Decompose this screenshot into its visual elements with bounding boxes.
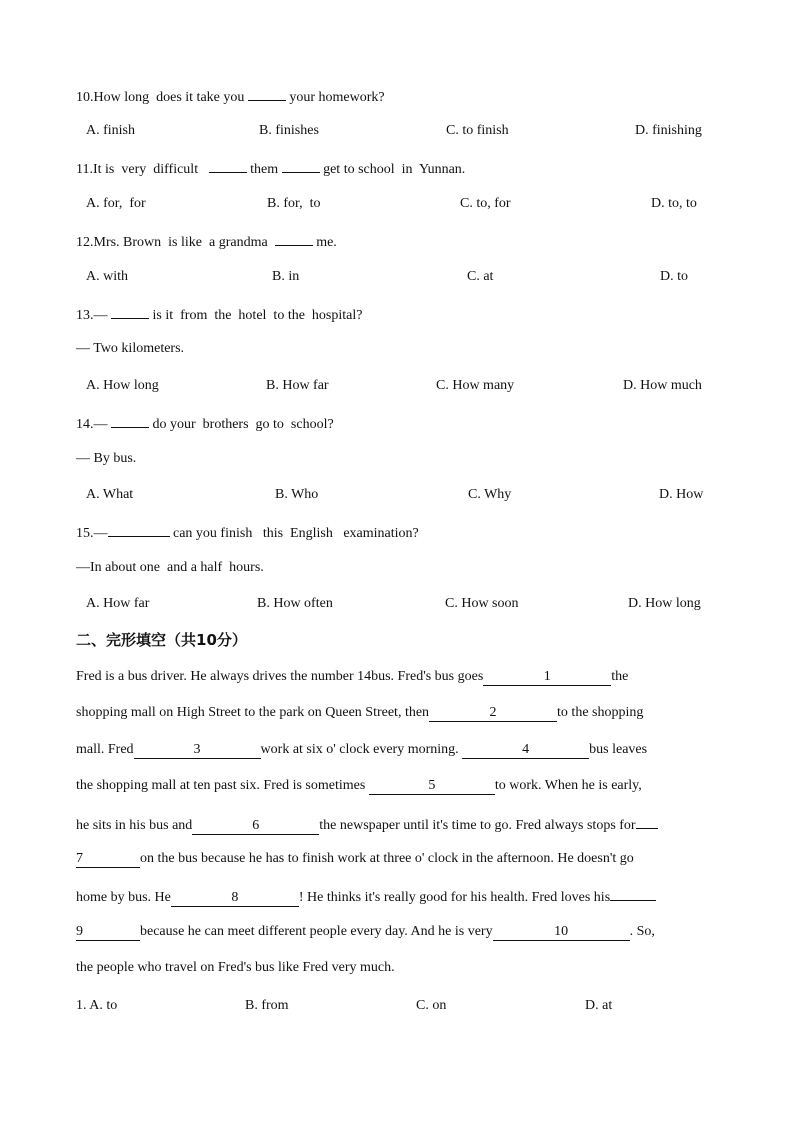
option-b: B. for, to bbox=[267, 196, 321, 211]
cloze-blank-5: 5 bbox=[369, 778, 495, 795]
option-b: B. in bbox=[272, 269, 300, 284]
passage-text: shopping mall on High Street to the park on Queen Street, then bbox=[76, 705, 430, 720]
answer-blank bbox=[111, 413, 149, 428]
question-15-options bbox=[0, 595, 794, 613]
option-d: D. to bbox=[660, 269, 688, 284]
answer-blank bbox=[108, 522, 170, 537]
option-b: B. How often bbox=[257, 596, 333, 611]
passage-line-7 bbox=[76, 886, 718, 907]
option-c: C. on bbox=[416, 998, 447, 1013]
option-a: A. for, for bbox=[86, 196, 146, 211]
option-c: C. to, for bbox=[460, 196, 511, 211]
option-c: C. to finish bbox=[446, 123, 509, 138]
question-10-stem bbox=[76, 86, 385, 107]
stem-text: 10.How long does it take you bbox=[76, 90, 248, 105]
question-11-options bbox=[0, 195, 794, 213]
cloze-blank-7: 7 bbox=[76, 851, 140, 868]
stem-text: your homework? bbox=[285, 90, 385, 105]
cloze-blank-2: 2 bbox=[429, 705, 557, 722]
passage-text: work at six o' clock every morning. bbox=[260, 742, 463, 757]
option-d: D. How bbox=[659, 487, 704, 502]
cloze-blank-4: 4 bbox=[462, 742, 589, 759]
option-b: B. finishes bbox=[259, 123, 319, 138]
passage-line-1 bbox=[76, 668, 718, 686]
passage-line-3 bbox=[76, 741, 718, 759]
stem-text: 12.Mrs. Brown is like a grandma bbox=[76, 235, 275, 250]
option-b: B. from bbox=[245, 998, 289, 1013]
answer-blank bbox=[275, 231, 313, 246]
question-14-stem bbox=[76, 413, 334, 434]
question-10-options bbox=[0, 122, 794, 140]
cloze-blank-7-start bbox=[636, 814, 658, 829]
option-a: A. finish bbox=[86, 123, 135, 138]
section-title: 二、完形填空（共10分） bbox=[76, 631, 247, 649]
option-b: B. Who bbox=[275, 487, 319, 502]
cloze-blank-3: 3 bbox=[134, 742, 261, 759]
passage-text: Fred is a bus driver. He always drives the number 14bus. Fred's bus goes bbox=[76, 669, 484, 684]
answer-blank bbox=[248, 86, 286, 101]
question-12-stem bbox=[76, 231, 337, 252]
option-c: C. How soon bbox=[445, 596, 519, 611]
passage-text: to the shopping bbox=[557, 705, 644, 720]
stem-text: 15.— bbox=[76, 526, 108, 541]
stem-text: them bbox=[246, 162, 282, 177]
stem-text: is it from the hotel to the hospital? bbox=[149, 308, 363, 323]
question-13-stem bbox=[76, 304, 362, 325]
question-15-stem bbox=[76, 522, 419, 543]
option-d: D. How long bbox=[628, 596, 701, 611]
option-d: D. How much bbox=[623, 378, 702, 393]
question-13-options bbox=[0, 377, 794, 395]
cloze-blank-6: 6 bbox=[192, 818, 319, 835]
stem-text: 13.— bbox=[76, 308, 111, 323]
option-a: A. with bbox=[86, 269, 128, 284]
passage-text: ! He thinks it's really good for his health. Fred loves his bbox=[298, 890, 611, 905]
passage-line-4 bbox=[76, 777, 718, 795]
option-c: C. How many bbox=[436, 378, 515, 393]
passage-text: to work. When he is early, bbox=[494, 778, 642, 793]
option-a: A. How long bbox=[86, 378, 159, 393]
option-a: A. What bbox=[86, 487, 134, 502]
answer-blank bbox=[282, 158, 320, 173]
question-14-reply: — By bus. bbox=[76, 451, 137, 466]
passage-text: the newspaper until it's time to go. Fred always stops for bbox=[319, 818, 636, 833]
question-14-options bbox=[0, 486, 794, 504]
passage-text: the bbox=[611, 669, 629, 684]
question-15-reply: —In about one and a half hours. bbox=[76, 560, 264, 575]
cloze-blank-10: 10 bbox=[493, 924, 630, 941]
passage-text: he sits in his bus and bbox=[76, 818, 193, 833]
option-d: D. finishing bbox=[635, 123, 702, 138]
stem-text: 11.It is very difficult bbox=[76, 162, 209, 177]
option-c: C. Why bbox=[468, 487, 512, 502]
passage-text: on the bus because he has to finish work at three o' clock in the afternoon. He doesn't go bbox=[140, 851, 634, 866]
answer-blank bbox=[209, 158, 247, 173]
option-a: A. How far bbox=[86, 596, 150, 611]
option-d: D. to, to bbox=[651, 196, 697, 211]
passage-line-2 bbox=[76, 704, 718, 722]
passage-line-8 bbox=[76, 923, 718, 941]
question-12-options bbox=[0, 268, 794, 286]
cloze-blank-1: 1 bbox=[483, 669, 611, 686]
cloze-blank-9: 9 bbox=[76, 924, 140, 941]
passage-line-5 bbox=[76, 814, 718, 835]
passage-text: the shopping mall at ten past six. Fred is sometimes bbox=[76, 778, 369, 793]
passage-line-6 bbox=[76, 850, 718, 868]
stem-text: can you finish this English examination? bbox=[169, 526, 419, 541]
option-b: B. How far bbox=[266, 378, 329, 393]
passage-text: mall. Fred bbox=[76, 742, 134, 757]
stem-text: do your brothers go to school? bbox=[149, 417, 334, 432]
passage-line-9: the people who travel on Fred's bus like Fred very much. bbox=[76, 960, 395, 975]
option-a: 1. A. to bbox=[76, 998, 118, 1013]
option-d: D. at bbox=[585, 998, 613, 1013]
cloze-blank-8: 8 bbox=[171, 890, 299, 907]
passage-text: bus leaves bbox=[589, 742, 648, 757]
passage-text: because he can meet different people every day. And he is very bbox=[140, 924, 493, 939]
question-11-stem bbox=[76, 158, 465, 179]
stem-text: me. bbox=[312, 235, 337, 250]
cloze-blank-9-start bbox=[610, 886, 656, 901]
option-c: C. at bbox=[467, 269, 494, 284]
question-13-reply: — Two kilometers. bbox=[76, 341, 185, 356]
passage-text: . So, bbox=[629, 924, 655, 939]
answer-blank bbox=[111, 304, 149, 319]
stem-text: get to school in Yunnan. bbox=[319, 162, 466, 177]
passage-text: home by bus. He bbox=[76, 890, 171, 905]
cloze-question-1-options bbox=[0, 997, 794, 1015]
stem-text: 14.— bbox=[76, 417, 111, 432]
